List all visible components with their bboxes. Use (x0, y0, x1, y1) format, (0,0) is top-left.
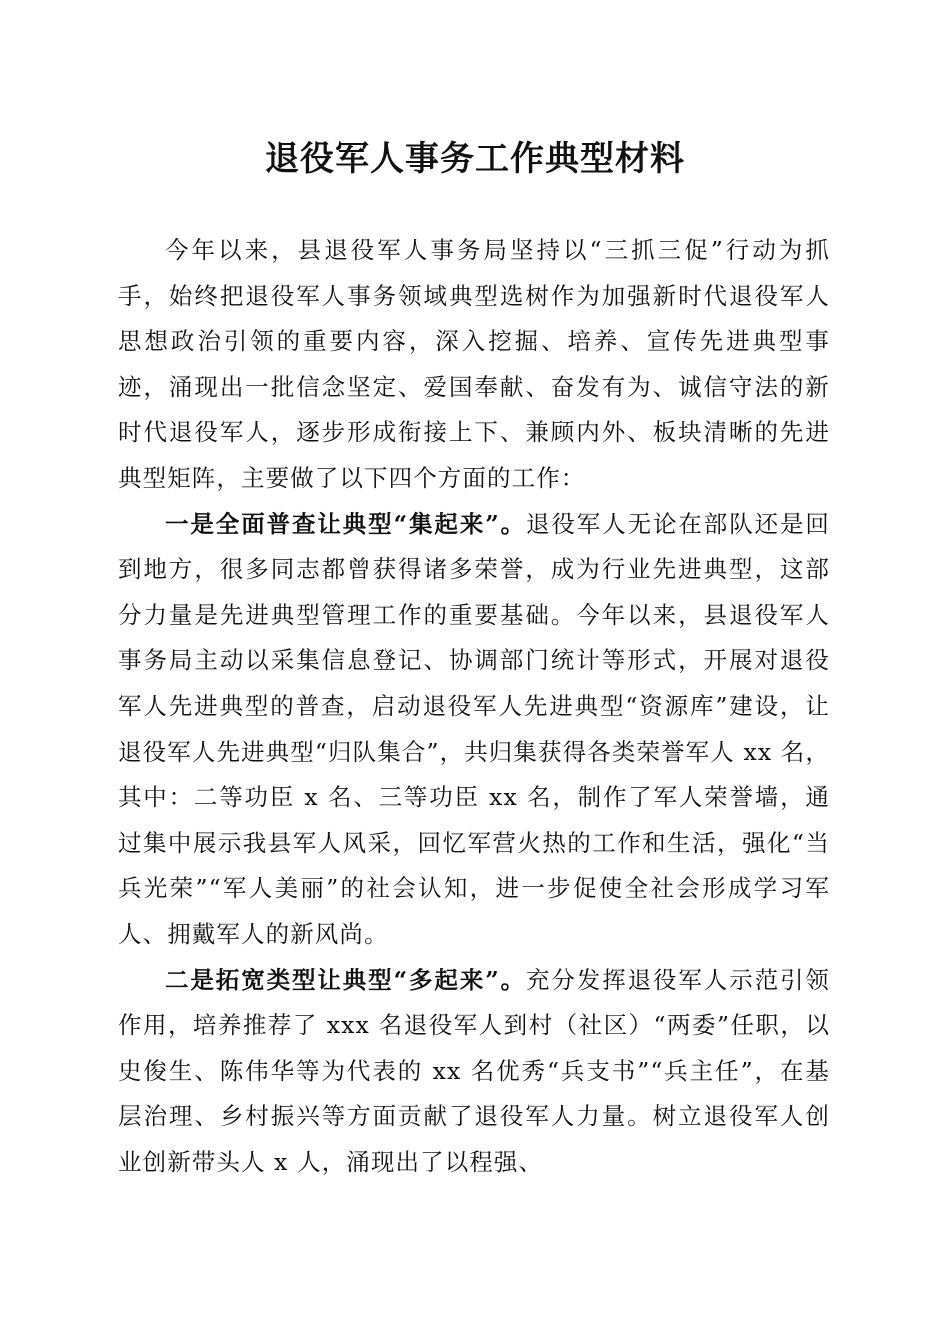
paragraph-section-2 (118, 958, 830, 1186)
paragraph-lead: 一是全面普查让典型“集起来”。 (165, 509, 527, 538)
paragraph-section-1 (118, 502, 830, 958)
paragraph-text: 充分发挥退役军人示范引领作用，培养推荐了 xxx 名退役军人到村（社区）“两委”任职，以史俊生、陈伟华等为代表的 xx 名优秀“兵支书”“兵主任”，在基层治理、乡村振兴等方面贡献了退役军人力量。树立退役军人创业创新带头人 x 人，涌现出了以程强、 (118, 965, 830, 1176)
paragraph-lead: 二是拓宽类型让典型“多起来”。 (165, 965, 527, 994)
paragraph-text: 退役军人无论在部队还是回到地方，很多同志都曾获得诸多荣誉，成为行业先进典型，这部分力量是先进典型管理工作的重要基础。今年以来，县退役军人事务局主动以采集信息登记、协调部门统计等形式，开展对退役军人先进典型的普查，启动退役军人先进典型“资源库”建设，让退役军人先进典型“归队集合”，共归集获得各类荣誉军人 xx 名，其中：二等功臣 x 名、三等功臣 xx 名，制作了军人荣誉墙，通过集中展示我县军人风采，回忆军营火热的工作和生活，强化“当兵光荣”“军人美丽”的社会认知，进一步促使全社会形成学习军人、拥戴军人的新风尚。 (118, 509, 830, 948)
paragraph-text: 今年以来，县退役军人事务局坚持以“三抓三促”行动为抓手，始终把退役军人事务领域典型选树作为加强新时代退役军人思想政治引领的重要内容，深入挖掘、培养、宣传先进典型事迹，涌现出一批信念坚定、爱国奉献、奋发有为、诚信守法的新时代退役军人，逐步形成衔接上下、兼顾内外、板块清晰的先进典型矩阵，主要做了以下四个方面的工作： (118, 236, 830, 492)
paragraph-intro (118, 228, 830, 502)
document-body (118, 228, 830, 1185)
document-title: 退役军人事务工作典型材料 (265, 139, 685, 179)
